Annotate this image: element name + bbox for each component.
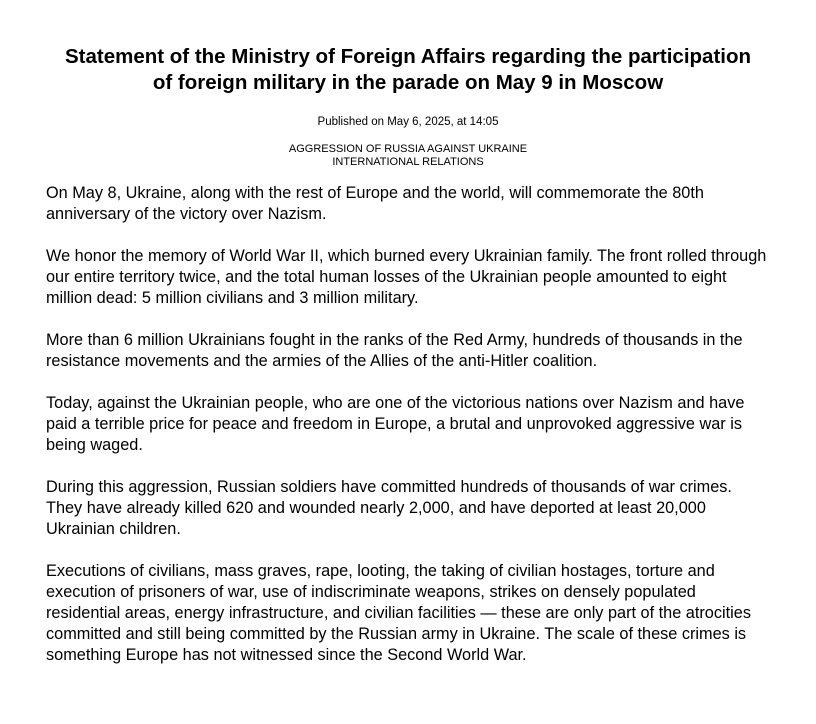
article-paragraph: During this aggression, Russian soldiers have committed hundreds of thousands of war crimes. They have already killed 620 and wounded nearly 2,000, and have deported at least 20,000 Ukrainian children.: [46, 478, 732, 538]
article-paragraph: Executions of civilians, mass graves, rape, looting, the taking of civilian hostages, torture and execution of prisoners of war, use of indiscriminate weapons, strikes on densely populated residential areas, energy infrastructure, and civilian facilities — these are only part of the atrocities committed and still being committed by the Russian army in Ukraine. The scale of these crimes is something Europe has not witnessed since the Second World War.: [46, 562, 751, 664]
article-body: [46, 183, 770, 666]
category-list: [46, 143, 770, 169]
article-title-line: of foreign military in the parade on May 9 in Moscow: [152, 71, 664, 94]
article-paragraph: More than 6 million Ukrainians fought in the ranks of the Red Army, hundreds of thousands in the resistance movements and the armies of the Allies of the anti-Hitler coalition.: [46, 331, 743, 370]
category-tag[interactable]: AGGRESSION OF RUSSIA AGAINST UKRAINE: [288, 143, 528, 155]
article-title: [46, 44, 770, 96]
published-date: Published on May 6, 2025, at 14:05: [317, 116, 499, 128]
article-title-line: Statement of the Ministry of Foreign Affairs regarding the participation: [64, 45, 752, 68]
article-paragraph: On May 8, Ukraine, along with the rest of Europe and the world, will commemorate the 80th anniversary of the victory over Nazism.: [46, 184, 704, 223]
article-paragraph: Today, against the Ukrainian people, who are one of the victorious nations over Nazism and have paid a terrible price for peace and freedom in Europe, a brutal and unprovoked aggressive war is being waged.: [46, 394, 745, 454]
category-tag[interactable]: INTERNATIONAL RELATIONS: [332, 156, 484, 168]
article-paragraph: We honor the memory of World War II, which burned every Ukrainian family. The front rolled through our entire territory twice, and the total human losses of the Ukrainian people amounted to eight million dead: 5 million civilians and 3 million military.: [46, 247, 767, 307]
